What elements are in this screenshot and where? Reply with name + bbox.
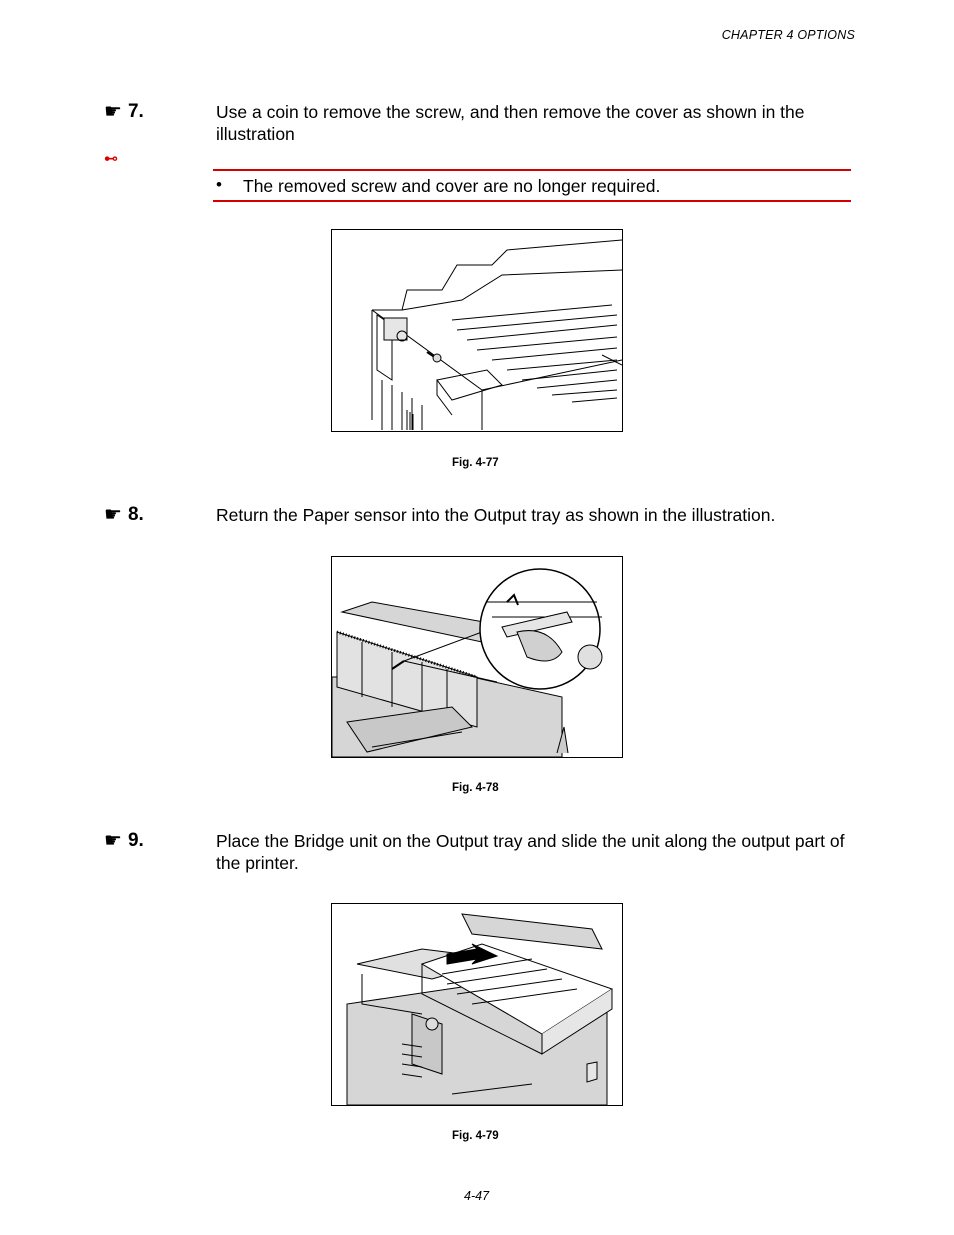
figure-4-79-illustration [331,903,623,1106]
figure-4-78-caption: Fig. 4-78 [452,782,499,794]
step-7-marker [104,101,144,123]
step-8-marker [104,504,144,526]
step-9-text: Place the Bridge unit on the Output tray and slide the unit along the output part of the printer. [216,831,845,873]
bridge-unit-illustration [332,904,622,1105]
note-bullet: • [216,175,222,194]
pointing-hand-icon: ☛ [104,504,122,526]
page-number: 4-47 [464,1189,490,1203]
note-icon: ⊷ [104,150,118,166]
chapter-header: CHAPTER 4 OPTIONS [721,28,855,42]
step-8-text: Return the Paper sensor into the Output tray as shown in the illustration. [216,505,776,525]
step-9-marker [104,830,144,852]
step-number: 9. [127,830,144,851]
pointing-hand-icon: ☛ [104,830,122,852]
pointing-hand-icon: ☛ [104,101,122,123]
step-7-text: Use a coin to remove the screw, and then remove the cover as shown in the illustration [216,102,805,144]
figure-4-78-illustration [331,556,623,758]
printer-cover-screw-illustration [332,230,622,431]
note-text: The removed screw and cover are no longer required. [243,176,661,196]
step-number: 7. [127,101,144,122]
paper-sensor-illustration [332,557,622,757]
figure-4-79-caption: Fig. 4-79 [452,1130,499,1142]
figure-4-77-illustration [331,229,623,432]
figure-4-77-caption: Fig. 4-77 [452,457,499,469]
note-box [213,169,851,202]
step-number: 8. [127,504,144,525]
